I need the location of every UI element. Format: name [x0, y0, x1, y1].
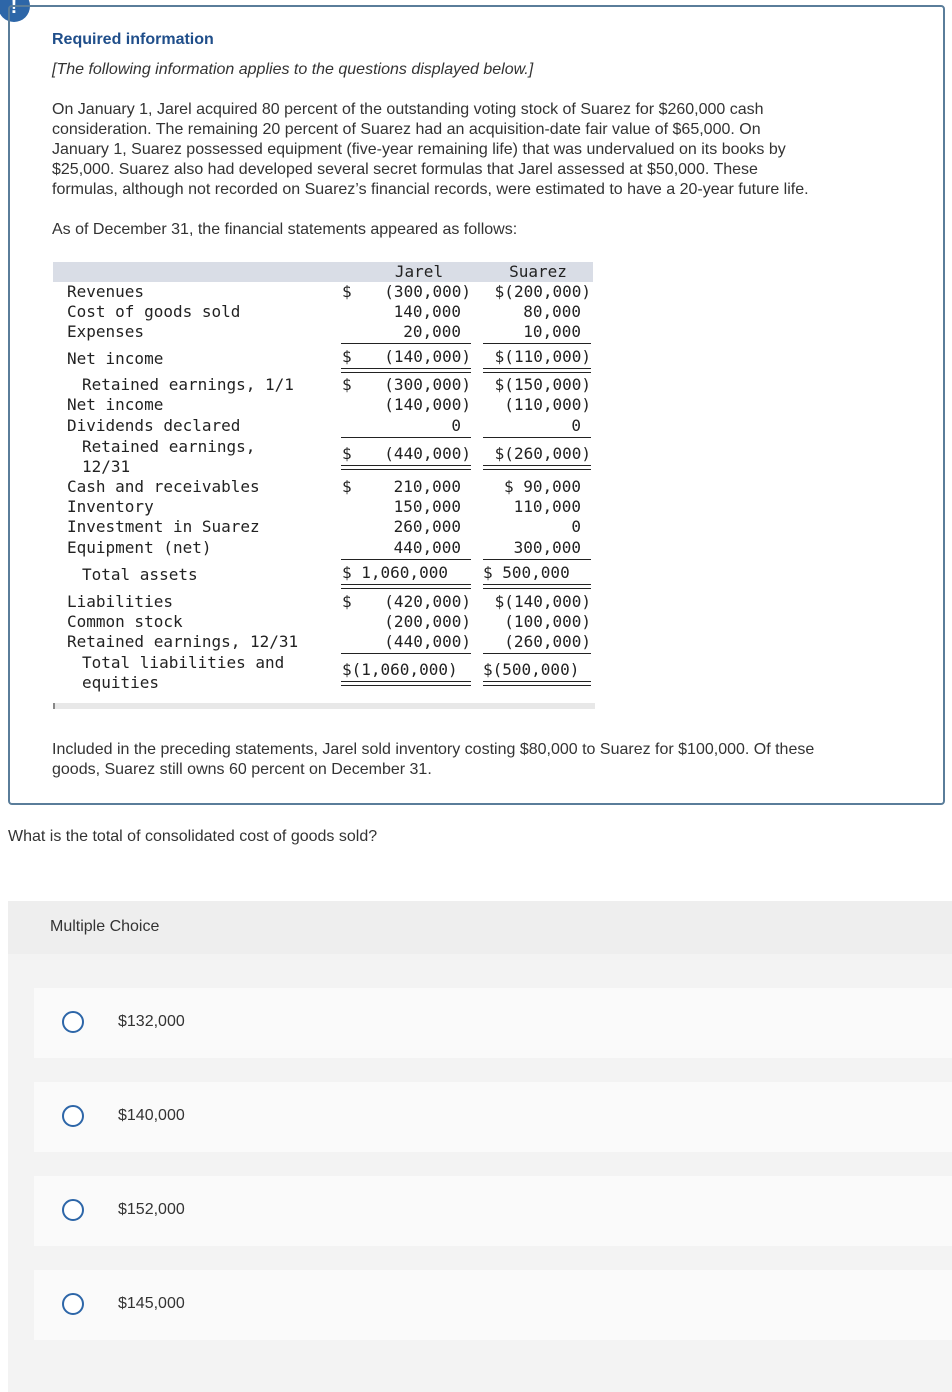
- row-jarel: (140,000): [384, 347, 471, 366]
- row-label: Retained earnings, 12/31: [67, 632, 299, 651]
- row-dollar: $: [342, 477, 352, 496]
- row-label: Retained earnings,: [82, 437, 256, 456]
- financial-statements-table: [53, 262, 593, 712]
- row-label: Equipment (net): [67, 538, 212, 557]
- row-label: Total assets: [82, 565, 198, 584]
- row-suarez: 80,000: [523, 302, 581, 321]
- row-jarel: (440,000): [384, 632, 471, 651]
- statements-intro: As of December 31, the financial statements appeared as follows:: [52, 221, 518, 238]
- row-label: Total liabilities and: [82, 653, 285, 672]
- row-label: Cash and receivables: [67, 477, 260, 496]
- row-jarel: (140,000): [384, 395, 471, 414]
- note-line: goods, Suarez still owns 60 percent on December 31.: [52, 761, 432, 778]
- multiple-choice-label: Multiple Choice: [50, 918, 160, 935]
- choice-option[interactable]: [34, 1082, 952, 1152]
- row-label: Liabilities: [67, 592, 173, 611]
- row-suarez: $(260,000): [494, 444, 591, 463]
- double-rule: [341, 368, 471, 373]
- row-suarez: 0: [571, 416, 581, 435]
- scenario-line: January 1, Suarez possessed equipment (five-year remaining life) that was undervalued on its books by: [52, 141, 786, 158]
- row-label-cont: equities: [82, 673, 160, 692]
- table-scrollbar[interactable]: [53, 703, 595, 709]
- row-jarel: (420,000): [384, 592, 471, 611]
- row-jarel: $(1,060,000): [342, 660, 458, 679]
- rule: [341, 437, 471, 438]
- row-suarez: $(150,000): [494, 375, 591, 394]
- row-suarez: $(110,000): [494, 347, 591, 366]
- row-suarez: $ 500,000: [483, 563, 570, 582]
- rule: [483, 437, 591, 438]
- row-jarel: (300,000): [384, 375, 471, 394]
- row-dollar: $: [342, 592, 352, 611]
- row-jarel: (440,000): [384, 444, 471, 463]
- row-label: Expenses: [67, 322, 145, 341]
- row-dollar: $: [342, 375, 352, 394]
- row-jarel: 260,000: [393, 517, 461, 536]
- rule: [483, 343, 591, 344]
- row-suarez: $(200,000): [494, 282, 591, 301]
- alert-icon: !: [0, 0, 30, 22]
- row-label: Net income: [67, 395, 164, 414]
- double-rule: [341, 681, 471, 686]
- scenario-line: consideration. The remaining 20 percent of Suarez had an acquisition-date fair value of $65,000. On: [52, 121, 761, 138]
- row-suarez: 110,000: [513, 497, 581, 516]
- row-suarez: 300,000: [513, 538, 581, 557]
- choice-option[interactable]: [34, 1270, 952, 1340]
- double-rule: [483, 681, 591, 686]
- header-jarel: Jarel: [394, 262, 444, 281]
- choice-option[interactable]: [34, 988, 952, 1058]
- question-text: What is the total of consolidated cost of goods sold?: [8, 828, 378, 845]
- radio-button[interactable]: [62, 1105, 84, 1127]
- row-suarez: $ 90,000: [503, 477, 581, 496]
- double-rule: [483, 368, 591, 373]
- row-suarez: 0: [571, 517, 581, 536]
- row-label: Cost of goods sold: [67, 302, 241, 321]
- row-label: Inventory: [67, 497, 154, 516]
- scenario-line: On January 1, Jarel acquired 80 percent of the outstanding voting stock of Suarez for $260,000 cash: [52, 101, 764, 118]
- choice-label: $145,000: [118, 1295, 185, 1312]
- double-rule: [483, 465, 591, 470]
- row-jarel: 20,000: [403, 322, 461, 341]
- radio-button[interactable]: [62, 1011, 84, 1033]
- radio-button[interactable]: [62, 1199, 84, 1221]
- rule: [483, 653, 591, 654]
- info-note: [The following information applies to the questions displayed below.]: [52, 61, 534, 78]
- row-label: Dividends declared: [67, 416, 241, 435]
- choice-label: $132,000: [118, 1013, 185, 1030]
- row-label: Common stock: [67, 612, 183, 631]
- row-suarez: (110,000): [504, 395, 591, 414]
- header-suarez: Suarez: [509, 262, 567, 281]
- note-line: Included in the preceding statements, Jarel sold inventory costing $80,000 to Suarez for $100,000. Of these: [52, 741, 815, 758]
- row-jarel: 140,000: [393, 302, 461, 321]
- scenario-paragraph: [52, 100, 912, 200]
- required-information-title: Required information: [52, 31, 214, 48]
- scenario-line: formulas, although not recorded on Suarez’s financial records, were estimated to have a 20-year future life.: [52, 181, 809, 198]
- row-jarel: 0: [451, 416, 461, 435]
- row-jarel: 210,000: [393, 477, 461, 496]
- rule: [341, 343, 471, 344]
- double-rule: [341, 465, 471, 470]
- radio-button[interactable]: [62, 1293, 84, 1315]
- row-jarel: $ 1,060,000: [342, 563, 448, 582]
- row-dollar: $: [342, 282, 352, 301]
- choice-label: $140,000: [118, 1107, 185, 1124]
- row-suarez: (260,000): [504, 632, 591, 651]
- intercompany-note: [52, 740, 912, 780]
- choice-option[interactable]: [34, 1176, 952, 1246]
- double-rule: [341, 584, 471, 589]
- row-dollar: $: [342, 444, 352, 463]
- row-label: Investment in Suarez: [67, 517, 260, 536]
- row-suarez: 10,000: [523, 322, 581, 341]
- row-dollar: $: [342, 347, 352, 366]
- row-jarel: 150,000: [393, 497, 461, 516]
- row-jarel: (200,000): [384, 612, 471, 631]
- row-label: Revenues: [67, 282, 145, 301]
- row-suarez: $(140,000): [494, 592, 591, 611]
- row-jarel: 440,000: [393, 538, 461, 557]
- row-jarel: (300,000): [384, 282, 471, 301]
- row-label: Retained earnings, 1/1: [82, 375, 294, 394]
- scenario-line: $25,000. Suarez also had developed several secret formulas that Jarel assessed at $50,000. These: [52, 161, 758, 178]
- rule: [341, 653, 471, 654]
- rule: [483, 559, 591, 560]
- row-label-cont: 12/31: [82, 457, 131, 476]
- double-rule: [483, 584, 591, 589]
- row-suarez: $(500,000): [483, 660, 580, 679]
- row-label: Net income: [67, 349, 164, 368]
- rule: [341, 559, 471, 560]
- row-suarez: (100,000): [504, 612, 591, 631]
- choice-label: $152,000: [118, 1201, 185, 1218]
